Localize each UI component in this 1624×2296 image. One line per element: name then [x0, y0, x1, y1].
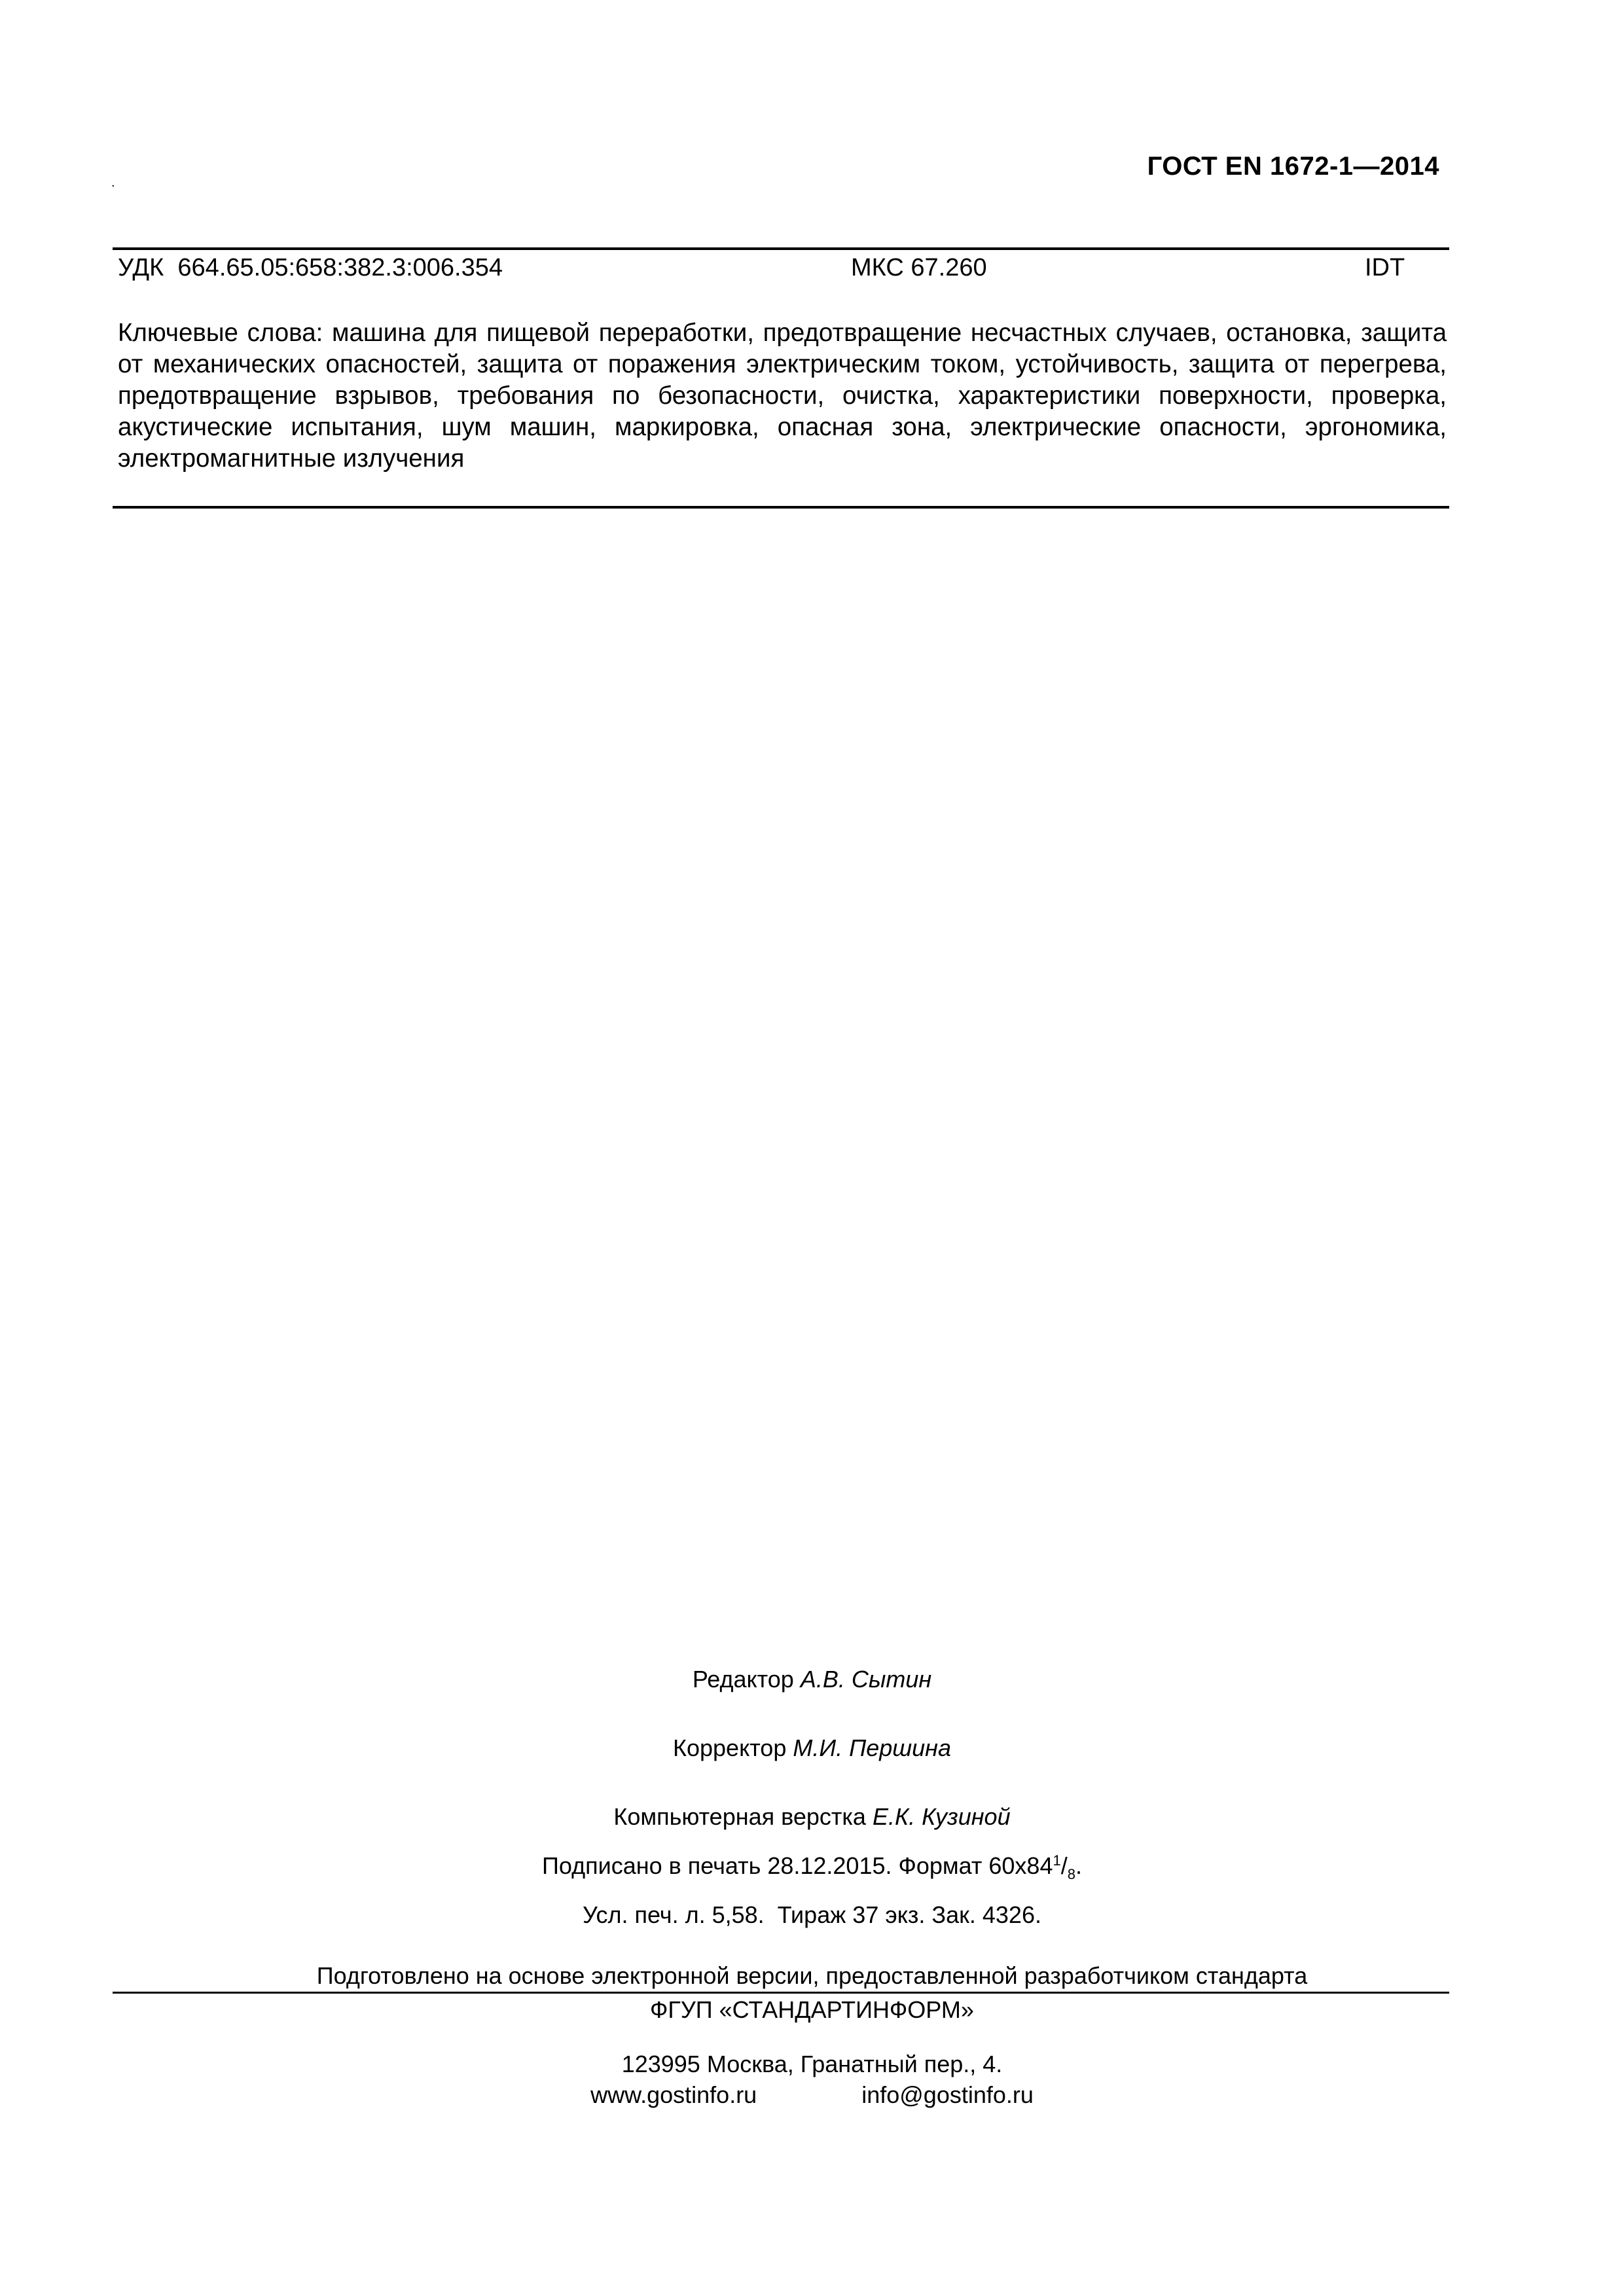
- publisher-rule: [113, 1992, 1449, 1994]
- top-rule: [113, 247, 1449, 250]
- editor-line: [0, 1666, 1624, 1693]
- stray-dot: .: [111, 175, 115, 190]
- prepared-line: Подготовлено на основе электронной версии, предоставленной разработчиком стандарта: [316, 1962, 1308, 1989]
- format-denominator: 8: [1067, 1866, 1075, 1883]
- document-id: ГОСТ EN 1672-1—2014: [1147, 152, 1439, 181]
- keywords-paragraph: Ключевые слова: машина для пищевой переработки, предотвращение несчастных случаев, остановка, защита от механических опасностей, защита от поражения электрическим током, устойчивость, защита от перегрева, предотвращение взрывов, требования по безопасности, очистка, характеристики поверхности, проверка, акустические испытания, шум машин, маркировка, опасная зона, электрические опасности, эргономика, электромагнитные излучения: [118, 319, 1447, 473]
- format-slash: /: [1060, 1852, 1068, 1879]
- contacts-line: [0, 2081, 1624, 2109]
- website-link[interactable]: www.gostinfo.ru: [590, 2081, 757, 2108]
- format-numerator: 1: [1053, 1852, 1061, 1869]
- classification-row: [118, 254, 1427, 287]
- corrector-name: М.И. Першина: [793, 1734, 951, 1761]
- signed-line: [0, 1852, 1624, 1883]
- keywords-bottom-rule: [113, 506, 1449, 509]
- layout-name: Е.К. Кузиной: [872, 1803, 1011, 1830]
- corrector-label: Корректор: [673, 1734, 793, 1761]
- signed-text: Подписано в печать 28.12.2015. Формат 60х84: [542, 1852, 1053, 1879]
- publisher-line: ФГУП «СТАНДАРТИНФОРМ»: [650, 1996, 974, 2023]
- udk-code: УДК 664.65.05:658:382.3:006.354: [118, 254, 503, 281]
- editor-label: Редактор: [692, 1666, 801, 1693]
- corrector-line: [0, 1734, 1624, 1762]
- idt-label: IDT: [1365, 254, 1405, 281]
- address-line: 123995 Москва, Гранатный пер., 4.: [621, 2051, 1003, 2077]
- email-link[interactable]: info@gostinfo.ru: [861, 2081, 1034, 2108]
- print-info-line: Усл. печ. л. 5,58. Тираж 37 экз. Зак. 4326.: [583, 1901, 1041, 1928]
- layout-label: Компьютерная верстка: [613, 1803, 873, 1830]
- layout-line: [0, 1803, 1624, 1831]
- mks-code: МКС 67.260: [851, 254, 987, 281]
- signed-end: .: [1075, 1852, 1082, 1879]
- editor-name: А.В. Сытин: [800, 1666, 932, 1693]
